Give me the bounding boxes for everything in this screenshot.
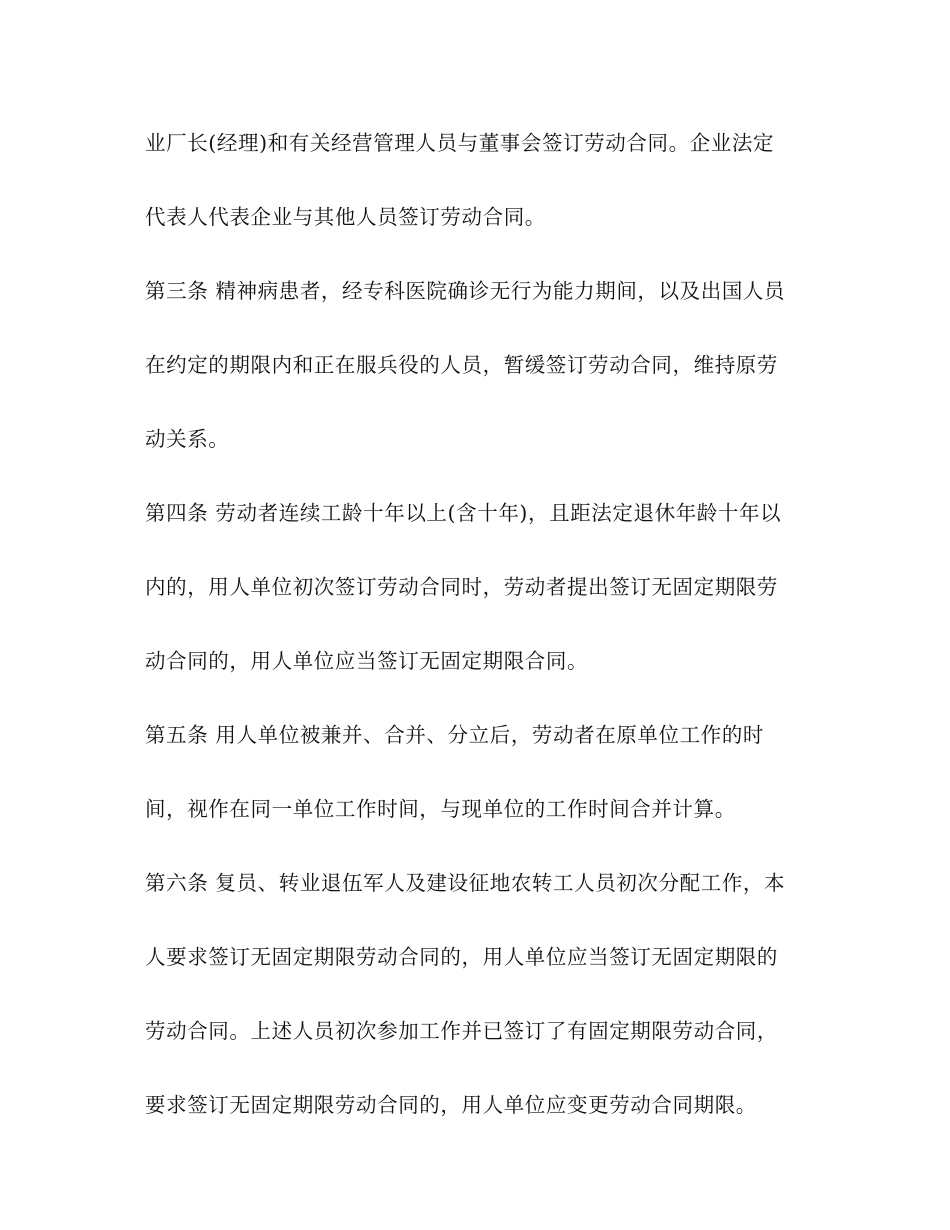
text-line: 要求签订无固定期限劳动合同的，用人单位应变更劳动合同期限。 [145,1093,757,1117]
text-line: 在约定的期限内和正在服兵役的人员，暂缓签订劳动合同，维持原劳 [145,353,778,377]
article-5-heading-line: 第五条 用人单位被兼并、合并、分立后，劳动者在原单位工作的时 [145,723,765,747]
text-line: 动关系。 [145,427,230,451]
text-line: 动合同的，用人单位应当签订无固定期限合同。 [145,649,589,673]
article-4-heading-line: 第四条 劳动者连续工龄十年以上(含十年)，且距法定退休年龄十年以 [145,501,782,525]
text-line: 劳动合同。上述人员初次参加工作并已签订了有固定期限劳动合同， [145,1019,778,1043]
article-6-heading-line: 第六条 复员、转业退伍军人及建设征地农转工人员初次分配工作，本 [145,871,786,895]
text-line: 内的，用人单位初次签订劳动合同时，劳动者提出签订无固定期限劳 [145,575,778,599]
text-line: 代表人代表企业与其他人员签订劳动合同。 [145,205,546,229]
text-line: 间，视作在同一单位工作时间，与现单位的工作时间合并计算。 [145,797,736,821]
article-3-heading-line: 第三条 精神病患者，经专科医院确诊无行为能力期间，以及出国人员 [145,279,786,303]
text-line: 业厂长(经理)和有关经营管理人员与董事会签订劳动合同。企业法定 [145,131,775,155]
text-line: 人要求签订无固定期限劳动合同的，用人单位应当签订无固定期限的 [145,945,778,969]
